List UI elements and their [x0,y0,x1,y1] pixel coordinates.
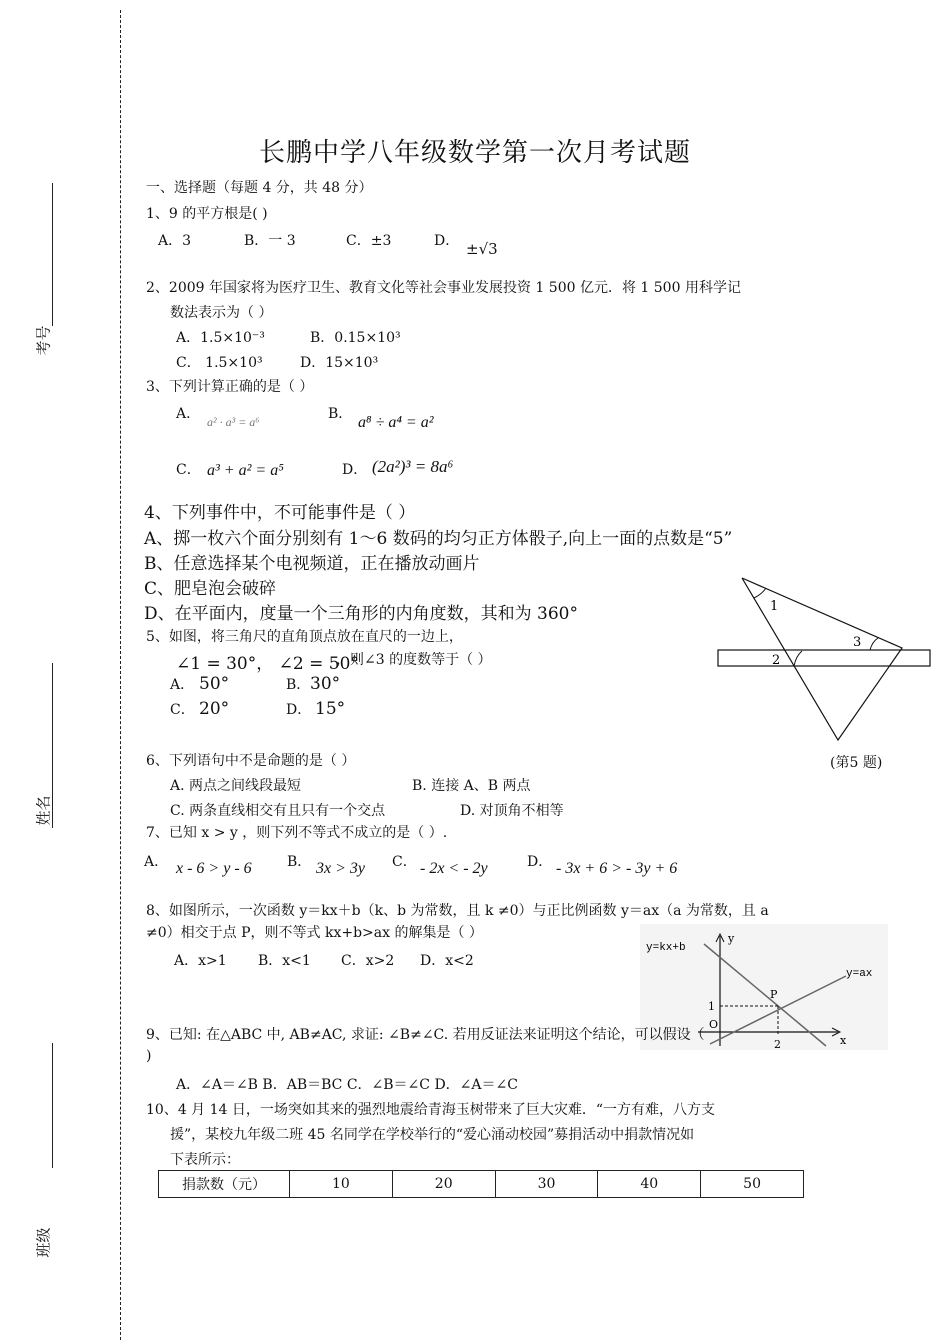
label-one: 1 [708,1000,715,1013]
q2-option-b: B．0.15×10³ [310,330,401,346]
angle-1-arc [754,588,766,598]
q4-option-b: B、任意选择某个电视频道，正在播放动画片 [144,554,480,574]
q2-option-a: A．1.5×10⁻³ [176,330,265,346]
q3-option-a: A． [176,406,201,422]
q7-option-c-math: - 2x < - 2y [420,860,488,877]
q6-option-d: D. 对顶角不相等 [460,803,564,819]
exam-no-blank [52,183,53,326]
label-x: x [840,1034,847,1047]
name-label: 姓名 [34,795,53,826]
q1-option-d-math: ±√3 [466,240,498,258]
q5-caption: (第5 题) [830,755,883,771]
q5-option-b-value: 30° [310,674,341,694]
angle-2-label: 2 [772,653,781,668]
q3-option-a-math: a² · a³ = a⁶ [207,415,260,429]
table-cell: 10 [290,1171,393,1198]
q2-option-d: D．15×10³ [300,355,379,371]
q5-stem: 5、如图，将三角尺的直角顶点放在直尺的一边上， [146,629,463,645]
section-heading: 一、选择题（每题 4 分，共 48 分） [146,180,373,196]
label-y-ax: y=ax [846,968,873,980]
q10-stem-line1: 10、4 月 14 日，一场突如其来的强烈地震给青海玉树带来了巨大灾难．“一方有难，八方支 [146,1102,716,1118]
table-cell: 20 [392,1171,495,1198]
q8-option-b: B．x<1 [258,953,311,969]
label-y-kx-b: y=kx+b [646,942,686,954]
q3-option-d-math: (2a²)³ = 8a⁶ [372,457,454,476]
q1-option-d: D． [434,233,460,249]
q8-stem-line1: 8、如图所示，一次函数 y＝kx＋b（k、b 为常数，且 k ≠0）与正比例函数 y＝ax（a 为常数，且 a [146,903,769,919]
q2-stem-line1: 2、2009 年国家将为医疗卫生、教育文化等社会事业发展投资 1 500 亿元．将 1 500 用科学记 [146,280,741,296]
q5-option-b: B． [286,677,311,693]
q8-option-d: D．x<2 [420,953,474,969]
ruler [718,650,930,666]
q3-option-b-math: a⁸ ÷ a⁴ = a² [358,414,434,431]
q7-option-c: C． [392,854,417,870]
class-label: 班级 [34,1227,53,1258]
q2-option-c: C． 1.5×10³ [176,355,263,371]
q6-option-b: B. 连接 A、B 两点 [412,778,531,794]
q7-option-a: A． [144,854,169,870]
q4-option-d: D、在平面内，度量一个三角形的内角度数，其和为 360° [144,604,578,624]
table-cell: 30 [495,1171,598,1198]
table-cell: 40 [598,1171,701,1198]
q7-stem: 7、已知 x > y ，则下列不等式不成立的是（ ）. [146,825,448,841]
q3-option-c: C． [176,462,201,478]
q3-option-c-math: a³ + a² = a⁵ [207,462,284,479]
q1-option-b: B．一 3 [244,233,296,249]
q3-stem: 3、下列计算正确的是（ ） [146,379,314,395]
q5-option-d-value: 15° [315,699,346,719]
q1-option-c: C．±3 [346,233,392,249]
page-title: 长鹏中学八年级数学第一次月考试题 [258,138,691,168]
table-cell: 捐款数（元） [159,1171,290,1198]
q5-condition: ∠1 = 30°， ∠2 = 50° [176,654,359,674]
q10-stem-line3: 下表所示： [170,1152,240,1168]
binding-dashed-line [120,10,121,1340]
q5-condition-tail: ，则∠3 的度数等于（ ） [336,652,492,668]
label-y: y [728,932,735,945]
table-cell: 50 [701,1171,804,1198]
donation-table [158,1170,804,1198]
q4-option-a: A、掷一枚六个面分别刻有 1～6 数码的均匀正方体骰子,向上一面的点数是“5” [144,529,733,549]
q1-option-a: A．3 [158,233,192,249]
q8-stem-line2: ≠0）相交于点 P，则不等式 kx+b>ax 的解集是（ ） [146,925,483,941]
q9-options: A．∠A＝∠B B．AB＝BC C．∠B＝∠C D．∠A＝∠C [176,1077,518,1093]
q8-option-c: C．x>2 [341,953,395,969]
q3-option-b: B． [328,406,353,422]
q10-stem-line2: 援”，某校九年级二班 45 名同学在学校举行的“爱心涌动校园”募捐活动中捐款情况如 [170,1127,695,1143]
label-p: P [770,988,778,1001]
q5-option-a-value: 50° [199,674,230,694]
q5-figure [712,572,937,752]
q7-option-a-math: x - 6 > y - 6 [176,860,252,877]
q4-option-c: C、肥皂泡会破碎 [144,579,277,599]
q4-stem: 4、下列事件中，不可能事件是（ ） [144,503,416,523]
angle-3-label: 3 [853,635,862,650]
angle-2-arc [794,651,802,666]
q5-option-c-value: 20° [199,699,230,719]
q7-option-b-math: 3x > 3y [316,860,365,877]
label-o: O [709,1018,719,1031]
q3-option-d: D． [342,462,368,478]
q7-option-b: B． [287,854,312,870]
q7-option-d: D． [527,854,553,870]
q1-stem: 1、9 的平方根是( ) [146,206,268,222]
set-square [742,578,902,740]
q6-option-a: A. 两点之间线段最短 [170,778,302,794]
q5-option-a: A． [170,677,195,693]
q7-option-d-math: - 3x + 6 > - 3y + 6 [556,860,678,877]
q6-option-c: C. 两条直线相交有且只有一个交点 [170,803,386,819]
q9-stem-line2: ) [146,1048,152,1064]
exam-no-label: 考号 [34,325,53,356]
q6-stem: 6、下列语句中不是命题的是（ ） [146,753,356,769]
q5-option-d: D． [286,702,312,718]
angle-1-label: 1 [770,599,779,614]
table-row [159,1171,804,1198]
q9-stem-line1: 9、已知: 在△ABC 中, AB≠AC, 求证: ∠B≠∠C. 若用反证法来证明这个结论，可以假设（ [146,1027,705,1043]
q8-option-a: A．x>1 [174,953,227,969]
q5-option-c: C． [170,702,195,718]
q2-stem-line2: 数法表示为（ ） [170,305,273,321]
label-two: 2 [774,1038,781,1050]
class-blank [52,1043,53,1168]
angle-3-arc [870,638,878,650]
